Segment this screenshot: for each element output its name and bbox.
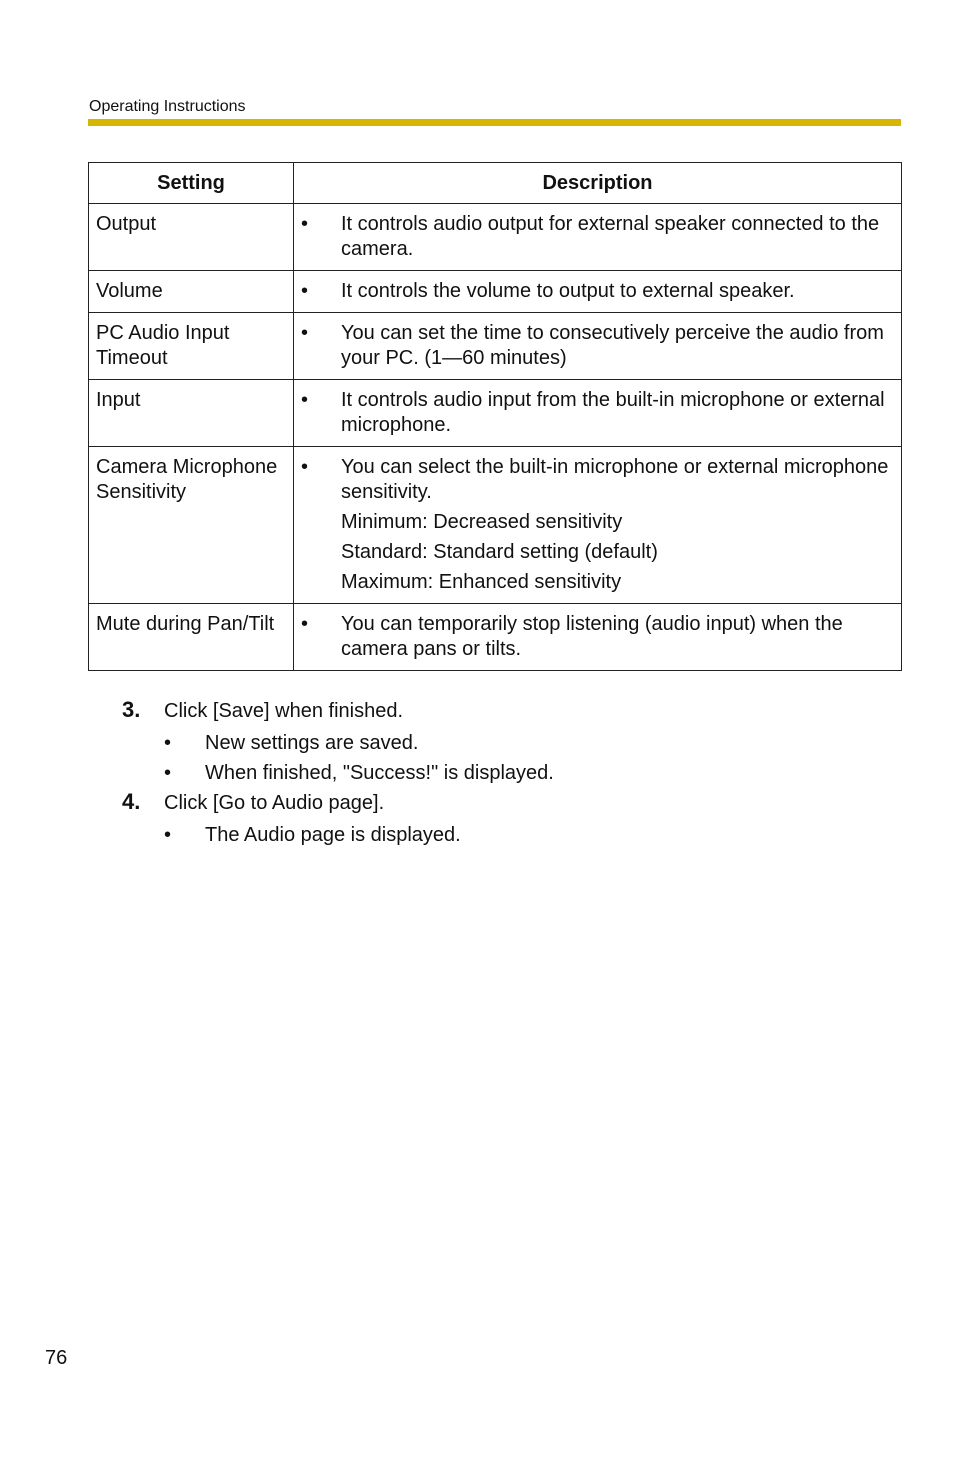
description-cell [294, 447, 902, 604]
description-text: It controls the volume to output to external speaker. [341, 280, 795, 302]
settings-table [88, 162, 902, 671]
table-row [89, 271, 902, 313]
sensitivity-option-minimum: Minimum: Decreased sensitivity [341, 511, 623, 533]
bullet-icon: • [164, 824, 172, 846]
bullet-icon: • [301, 280, 309, 302]
description-text: It controls audio output for external speaker connected to the camera. [341, 213, 880, 260]
description-text: You can select the built-in microphone or external microphone sensitivity. [341, 456, 889, 503]
description-text: You can temporarily stop listening (audio input) when the camera pans or tilts. [341, 613, 843, 660]
bullet-icon: • [301, 389, 309, 411]
sensitivity-option-maximum: Maximum: Enhanced sensitivity [341, 571, 622, 593]
bullet-icon: • [301, 456, 309, 478]
page-number: 76 [45, 1347, 68, 1369]
table-row [89, 204, 902, 271]
setting-cell: Camera Microphone Sensitivity [89, 447, 294, 604]
column-header-setting: Setting [89, 163, 294, 204]
step-bullet-text: New settings are saved. [205, 732, 419, 754]
bullet-icon: • [164, 762, 172, 784]
sensitivity-option-standard: Standard: Standard setting (default) [341, 541, 658, 563]
description-cell [294, 604, 902, 671]
step-text: Click [Go to Audio page]. [164, 792, 385, 814]
table-row [89, 447, 902, 604]
description-cell [294, 271, 902, 313]
running-header: Operating Instructions [89, 98, 246, 115]
description-cell [294, 204, 902, 271]
setting-cell: Input [89, 380, 294, 447]
bullet-icon: • [301, 322, 309, 344]
description-text: You can set the time to consecutively perceive the audio from your PC. (1—60 minutes) [341, 322, 884, 369]
bullet-icon: • [164, 732, 172, 754]
table-row [89, 313, 902, 380]
step-bullet-text: When finished, "Success!" is displayed. [205, 762, 554, 784]
setting-cell: Mute during Pan/Tilt [89, 604, 294, 671]
step-text: Click [Save] when finished. [164, 700, 404, 722]
step-bullet-text: The Audio page is displayed. [205, 824, 461, 846]
table-row [89, 380, 902, 447]
header-rule [88, 119, 901, 126]
step-number: 4. [122, 789, 141, 814]
bullet-icon: • [301, 613, 309, 635]
step-number: 3. [122, 697, 141, 722]
description-cell [294, 380, 902, 447]
column-header-description: Description [294, 163, 902, 204]
bullet-icon: • [301, 213, 309, 235]
setting-cell: Volume [89, 271, 294, 313]
table-row [89, 604, 902, 671]
description-text: It controls audio input from the built-in microphone or external microphone. [341, 389, 885, 436]
setting-cell: PC Audio Input Timeout [89, 313, 294, 380]
setting-cell: Output [89, 204, 294, 271]
description-cell [294, 313, 902, 380]
table-header-row [89, 163, 902, 204]
